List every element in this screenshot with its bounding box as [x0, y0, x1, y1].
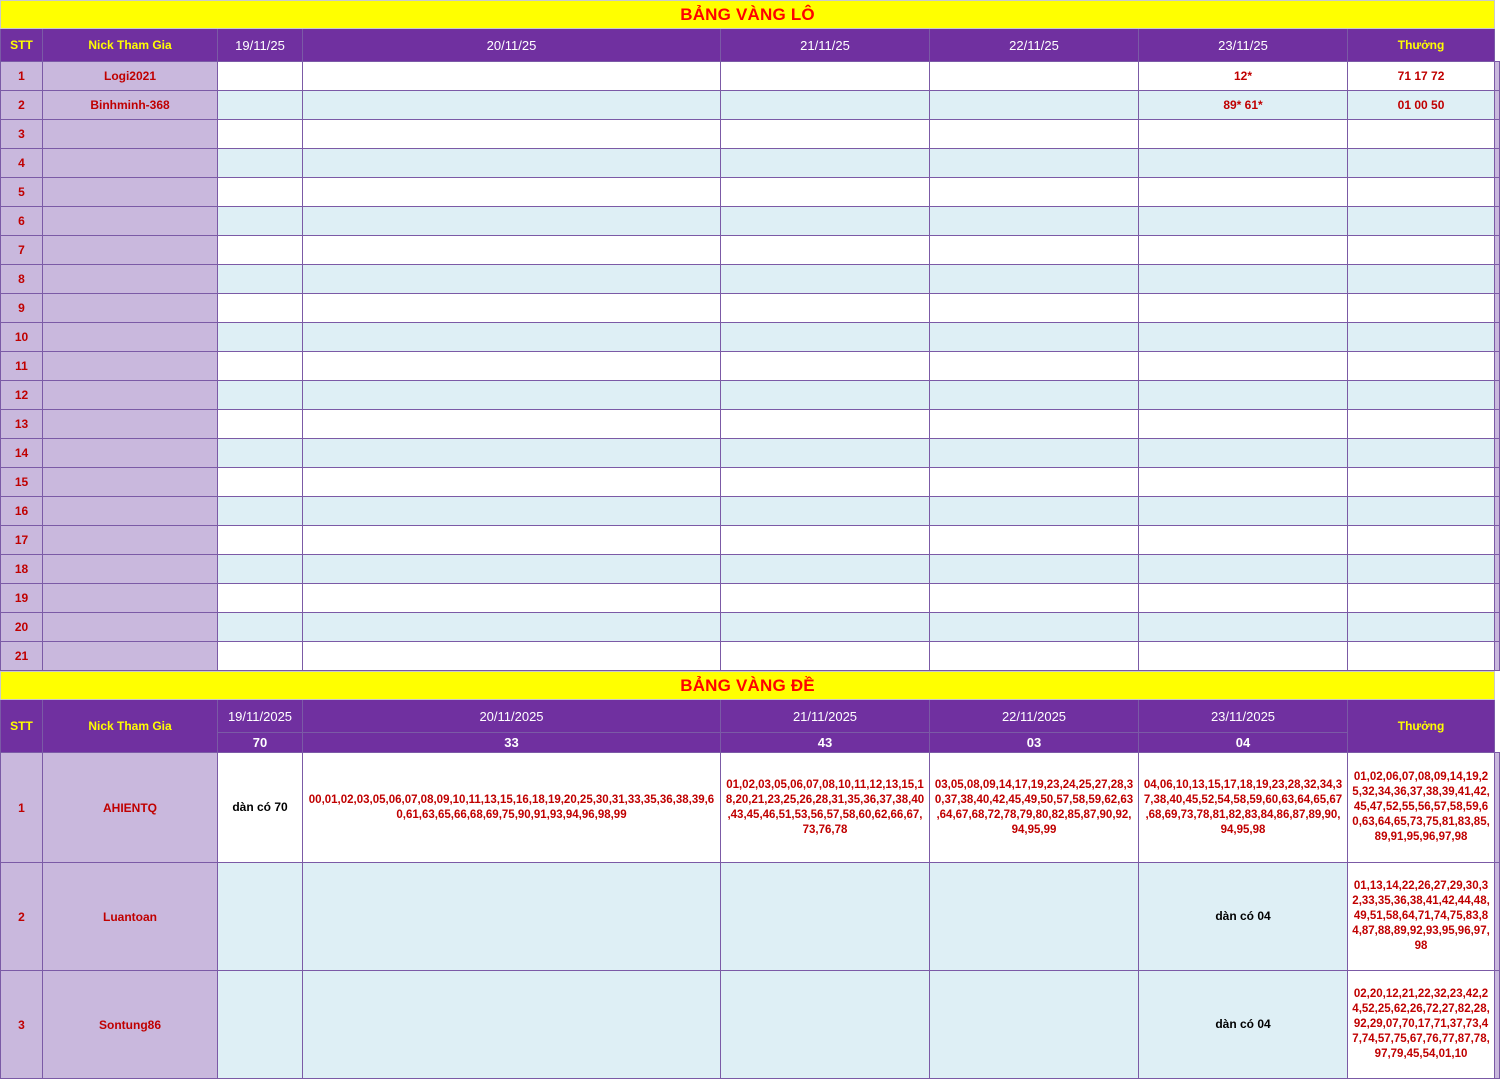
de-cell: 03,05,08,09,14,17,19,23,24,25,27,28,30,37,38,40,42,45,49,50,57,58,59,62,63,64,67,68,72,78,79,80,82,85,87,90,92,94,95,99: [930, 753, 1139, 863]
lo-row-nick: [43, 468, 218, 497]
de-cell: [303, 971, 721, 1079]
table-row: [1, 497, 1500, 526]
lo-cell: [721, 294, 930, 323]
lo-header-date-5: 23/11/25: [1139, 29, 1348, 62]
lo-header-stt: STT: [1, 29, 43, 62]
lo-cell: [218, 149, 303, 178]
lo-cell: [930, 207, 1139, 236]
lo-cell: [1348, 236, 1495, 265]
lo-cell: [218, 207, 303, 236]
lo-cell: [721, 526, 930, 555]
lo-row-nick: [43, 410, 218, 439]
lo-cell: [303, 555, 721, 584]
lo-row-stt: 8: [1, 265, 43, 294]
lo-row-stt: 4: [1, 149, 43, 178]
lo-row-thuong: [1495, 149, 1500, 178]
lo-cell: [930, 91, 1139, 120]
table-row: [1, 863, 1500, 971]
lo-cell: [721, 265, 930, 294]
lo-cell: [1348, 323, 1495, 352]
lo-row-nick: [43, 294, 218, 323]
lo-row-nick: [43, 526, 218, 555]
lo-cell: [1139, 236, 1348, 265]
lo-cell: [303, 584, 721, 613]
lo-cell: [218, 555, 303, 584]
lo-row-thuong: [1495, 323, 1500, 352]
de-header-date-3: 21/11/2025: [721, 700, 930, 733]
lo-row-stt: 7: [1, 236, 43, 265]
lo-cell: [303, 236, 721, 265]
lo-row-stt: 11: [1, 352, 43, 381]
lo-cell: [930, 352, 1139, 381]
lo-row-thuong: [1495, 265, 1500, 294]
lo-cell: [1139, 120, 1348, 149]
lo-cell: [930, 410, 1139, 439]
lo-cell: [1139, 497, 1348, 526]
lo-cell: [1139, 468, 1348, 497]
de-row-stt: 1: [1, 753, 43, 863]
lo-cell: [1139, 555, 1348, 584]
lo-cell: [721, 613, 930, 642]
lo-row-thuong: [1495, 91, 1500, 120]
lo-cell: [1139, 410, 1348, 439]
de-table-body: [1, 753, 1500, 1079]
de-cell: [721, 863, 930, 971]
lo-cell: [721, 642, 930, 671]
lo-row-nick: Logi2021: [43, 62, 218, 91]
de-row-thuong: [1495, 863, 1500, 971]
de-header-date-4: 22/11/2025: [930, 700, 1139, 733]
lo-cell: [721, 149, 930, 178]
lo-row-stt: 14: [1, 439, 43, 468]
lo-row-nick: [43, 236, 218, 265]
lo-cell: [218, 526, 303, 555]
table-row: [1, 613, 1500, 642]
de-row-thuong: [1495, 753, 1500, 863]
lo-row-thuong: [1495, 120, 1500, 149]
lo-cell: [721, 410, 930, 439]
de-row-nick: Luantoan: [43, 863, 218, 971]
lo-cell: [721, 584, 930, 613]
de-row-nick: Sontung86: [43, 971, 218, 1079]
table-row: [1, 352, 1500, 381]
lo-cell: [303, 91, 721, 120]
table-row: [1, 526, 1500, 555]
lo-cell: [218, 294, 303, 323]
lo-cell: [218, 642, 303, 671]
de-result-3: 43: [721, 733, 930, 753]
lo-cell: [930, 381, 1139, 410]
lo-row-thuong: [1495, 613, 1500, 642]
lo-row-thuong: [1495, 526, 1500, 555]
lo-header-row: [1, 29, 1500, 62]
lo-row-thuong: [1495, 236, 1500, 265]
lo-cell: [930, 265, 1139, 294]
de-cell: [218, 971, 303, 1079]
table-row: [1, 971, 1500, 1079]
lo-cell: [930, 613, 1139, 642]
lo-cell: [303, 178, 721, 207]
lo-cell: [1348, 497, 1495, 526]
lo-cell: [303, 149, 721, 178]
de-cell: [303, 863, 721, 971]
lo-cell: [218, 352, 303, 381]
lo-cell: [721, 468, 930, 497]
lo-row-stt: 2: [1, 91, 43, 120]
lo-cell: [218, 439, 303, 468]
lo-cell: [1348, 613, 1495, 642]
lo-cell: [1139, 381, 1348, 410]
de-result-2: 33: [303, 733, 721, 753]
lo-cell: [1139, 439, 1348, 468]
lo-cell: [218, 178, 303, 207]
lo-cell: [721, 91, 930, 120]
lo-cell: [930, 294, 1139, 323]
lo-cell: [1139, 265, 1348, 294]
table-row: [1, 753, 1500, 863]
table-row: [1, 62, 1500, 91]
lo-cell: [303, 439, 721, 468]
de-row-nick: AHIENTQ: [43, 753, 218, 863]
lo-cell: [303, 410, 721, 439]
lo-cell: [721, 439, 930, 468]
lo-cell: [218, 323, 303, 352]
lo-cell: [303, 642, 721, 671]
lo-cell: [1139, 642, 1348, 671]
lo-row-stt: 16: [1, 497, 43, 526]
lo-header-thuong: Thưởng: [1348, 29, 1495, 62]
lo-row-stt: 18: [1, 555, 43, 584]
lo-row-stt: 21: [1, 642, 43, 671]
lo-row-thuong: [1495, 381, 1500, 410]
de-row-stt: 3: [1, 971, 43, 1079]
lo-cell: [303, 381, 721, 410]
lo-row-nick: [43, 613, 218, 642]
lo-cell: [1348, 120, 1495, 149]
lo-row-nick: [43, 207, 218, 236]
table-row: [1, 555, 1500, 584]
table-row: [1, 294, 1500, 323]
de-header-date-5: 23/11/2025: [1139, 700, 1348, 733]
lo-row-nick: [43, 584, 218, 613]
lo-cell: [721, 178, 930, 207]
lo-cell: [930, 468, 1139, 497]
lo-row-nick: [43, 555, 218, 584]
table-row: [1, 439, 1500, 468]
lo-cell: [1348, 439, 1495, 468]
table-row: [1, 265, 1500, 294]
de-banner-title: BẢNG VÀNG ĐỀ: [1, 672, 1495, 700]
lo-cell: [1139, 613, 1348, 642]
lo-cell: [303, 468, 721, 497]
de-header-nick: Nick Tham Gia: [43, 700, 218, 753]
lo-row-thuong: [1495, 468, 1500, 497]
lo-cell: [218, 120, 303, 149]
lo-cell: [303, 323, 721, 352]
lo-row-stt: 3: [1, 120, 43, 149]
de-result-row: [1, 733, 1500, 753]
lo-row-thuong: [1495, 410, 1500, 439]
lo-cell: [218, 468, 303, 497]
lo-banner-title: BẢNG VÀNG LÔ: [1, 1, 1495, 29]
table-row: [1, 178, 1500, 207]
lo-row-stt: 12: [1, 381, 43, 410]
lo-cell: [1348, 265, 1495, 294]
lo-row-thuong: [1495, 642, 1500, 671]
lo-cell: [1348, 294, 1495, 323]
lo-row-nick: Binhminh-368: [43, 91, 218, 120]
lo-row-stt: 19: [1, 584, 43, 613]
table-row: [1, 642, 1500, 671]
lo-cell: [930, 178, 1139, 207]
de-cell: 01,02,06,07,08,09,14,19,25,32,34,36,37,38,39,41,42,45,47,52,55,56,57,58,59,60,63,64,65,73,75,81,83,85,89,91,95,96,97,98: [1348, 753, 1495, 863]
lo-cell: [1348, 584, 1495, 613]
lo-cell: [1139, 178, 1348, 207]
lo-cell: [303, 265, 721, 294]
lo-row-stt: 13: [1, 410, 43, 439]
table-row: [1, 91, 1500, 120]
de-header-row: [1, 700, 1500, 733]
lo-cell: [930, 439, 1139, 468]
lo-cell: [303, 526, 721, 555]
lo-cell: [721, 62, 930, 91]
table-row: [1, 149, 1500, 178]
lo-cell: [303, 294, 721, 323]
lo-row-nick: [43, 439, 218, 468]
lo-cell: 71 17 72: [1348, 62, 1495, 91]
lo-cell: [303, 352, 721, 381]
lo-cell: [218, 381, 303, 410]
de-cell: [721, 971, 930, 1079]
lo-cell: [1139, 149, 1348, 178]
lo-cell: [218, 497, 303, 526]
lo-cell: 12*: [1139, 62, 1348, 91]
lo-row-stt: 6: [1, 207, 43, 236]
lo-cell: [1348, 468, 1495, 497]
lo-cell: [1139, 207, 1348, 236]
de-cell: 01,13,14,22,26,27,29,30,32,33,35,36,38,41,42,44,48,49,51,58,64,71,74,75,83,84,87,88,89,92,93,95,96,97,98: [1348, 863, 1495, 971]
de-cell: 04,06,10,13,15,17,18,19,23,28,32,34,37,38,40,45,52,54,58,59,60,63,64,65,67,68,69,73,78,81,82,83,84,86,87,89,90,94,95,98: [1139, 753, 1348, 863]
lo-cell: [930, 497, 1139, 526]
lo-table-body: [1, 62, 1500, 671]
de-header-stt: STT: [1, 700, 43, 753]
lo-cell: [1348, 352, 1495, 381]
de-banner-row: [1, 672, 1500, 700]
lo-cell: [930, 526, 1139, 555]
lo-cell: [303, 613, 721, 642]
lo-cell: [1348, 410, 1495, 439]
lo-row-stt: 5: [1, 178, 43, 207]
lo-row-nick: [43, 381, 218, 410]
lo-cell: [218, 91, 303, 120]
de-result-5: 04: [1139, 733, 1348, 753]
de-result-4: 03: [930, 733, 1139, 753]
lo-cell: [1139, 526, 1348, 555]
lo-row-thuong: [1495, 497, 1500, 526]
lo-cell: [1139, 294, 1348, 323]
lo-cell: [721, 352, 930, 381]
lo-row-thuong: [1495, 62, 1500, 91]
lo-row-stt: 17: [1, 526, 43, 555]
lo-cell: [930, 62, 1139, 91]
lo-row-nick: [43, 497, 218, 526]
de-cell: [930, 863, 1139, 971]
lo-header-date-2: 20/11/25: [303, 29, 721, 62]
lo-cell: [1348, 642, 1495, 671]
de-cell: [218, 863, 303, 971]
lo-row-stt: 20: [1, 613, 43, 642]
lo-row-thuong: [1495, 555, 1500, 584]
lo-header-nick: Nick Tham Gia: [43, 29, 218, 62]
table-row: [1, 120, 1500, 149]
table-row: [1, 323, 1500, 352]
de-cell: 00,01,02,03,05,06,07,08,09,10,11,13,15,16,18,19,20,25,30,31,33,35,36,38,39,60,61,63,65,66,68,69,75,90,91,93,94,96,98,99: [303, 753, 721, 863]
lo-cell: [303, 120, 721, 149]
lo-cell: [721, 497, 930, 526]
lo-cell: [930, 149, 1139, 178]
lo-row-nick: [43, 120, 218, 149]
lo-cell: [930, 642, 1139, 671]
de-cell: 01,02,03,05,06,07,08,10,11,12,13,15,18,20,21,23,25,26,28,31,35,36,37,38,40,43,45,46,51,53,56,57,58,60,62,66,67,73,76,78: [721, 753, 930, 863]
table-row: [1, 468, 1500, 497]
lo-cell: [1348, 149, 1495, 178]
lo-cell: [218, 236, 303, 265]
de-cell: dàn có 04: [1139, 971, 1348, 1079]
de-result-1: 70: [218, 733, 303, 753]
de-header-thuong: Thưởng: [1348, 700, 1495, 753]
de-row-thuong: [1495, 971, 1500, 1079]
lo-cell: [930, 555, 1139, 584]
lo-cell: [218, 410, 303, 439]
lo-cell: [303, 62, 721, 91]
lo-row-thuong: [1495, 352, 1500, 381]
lo-header-date-3: 21/11/25: [721, 29, 930, 62]
lo-row-stt: 10: [1, 323, 43, 352]
lo-header-date-4: 22/11/25: [930, 29, 1139, 62]
lo-row-stt: 15: [1, 468, 43, 497]
de-cell: dàn có 70: [218, 753, 303, 863]
lo-cell: [721, 120, 930, 149]
lo-cell: [218, 265, 303, 294]
lo-row-nick: [43, 352, 218, 381]
lo-cell: [1139, 584, 1348, 613]
lo-cell: [1348, 381, 1495, 410]
lo-row-thuong: [1495, 294, 1500, 323]
de-header-date-1: 19/11/2025: [218, 700, 303, 733]
lo-cell: [218, 584, 303, 613]
lo-cell: 01 00 50: [1348, 91, 1495, 120]
lo-cell: [1139, 323, 1348, 352]
lo-cell: [1348, 526, 1495, 555]
de-cell: 02,20,12,21,22,32,23,42,24,52,25,62,26,72,27,82,28,92,29,07,70,17,71,37,73,47,74,57,75,67,76,77,87,78,97,79,45,54,01,10: [1348, 971, 1495, 1079]
de-row-stt: 2: [1, 863, 43, 971]
de-cell: [930, 971, 1139, 1079]
lo-row-stt: 9: [1, 294, 43, 323]
lo-cell: [930, 323, 1139, 352]
table-row: [1, 236, 1500, 265]
lo-row-nick: [43, 265, 218, 294]
de-header-date-2: 20/11/2025: [303, 700, 721, 733]
lo-row-nick: [43, 323, 218, 352]
lo-header-date-1: 19/11/25: [218, 29, 303, 62]
lo-cell: [721, 323, 930, 352]
lo-cell: [1348, 555, 1495, 584]
lo-row-thuong: [1495, 178, 1500, 207]
lo-cell: [1348, 178, 1495, 207]
lo-row-nick: [43, 642, 218, 671]
lo-cell: [218, 613, 303, 642]
lo-row-thuong: [1495, 207, 1500, 236]
lo-cell: 89* 61*: [1139, 91, 1348, 120]
lo-cell: [303, 207, 721, 236]
de-table: [0, 671, 1500, 1079]
de-cell: dàn có 04: [1139, 863, 1348, 971]
lo-cell: [303, 497, 721, 526]
lo-row-thuong: [1495, 439, 1500, 468]
table-row: [1, 381, 1500, 410]
lo-row-nick: [43, 149, 218, 178]
table-row: [1, 207, 1500, 236]
lo-cell: [721, 555, 930, 584]
lo-cell: [721, 381, 930, 410]
lo-cell: [930, 584, 1139, 613]
table-row: [1, 584, 1500, 613]
lo-row-nick: [43, 178, 218, 207]
lo-banner-row: [1, 1, 1500, 29]
lo-cell: [218, 62, 303, 91]
lo-cell: [1348, 207, 1495, 236]
lo-cell: [721, 236, 930, 265]
lo-cell: [1139, 352, 1348, 381]
lo-row-stt: 1: [1, 62, 43, 91]
table-row: [1, 410, 1500, 439]
lo-cell: [930, 236, 1139, 265]
lo-row-thuong: [1495, 584, 1500, 613]
lo-cell: [930, 120, 1139, 149]
lo-cell: [721, 207, 930, 236]
